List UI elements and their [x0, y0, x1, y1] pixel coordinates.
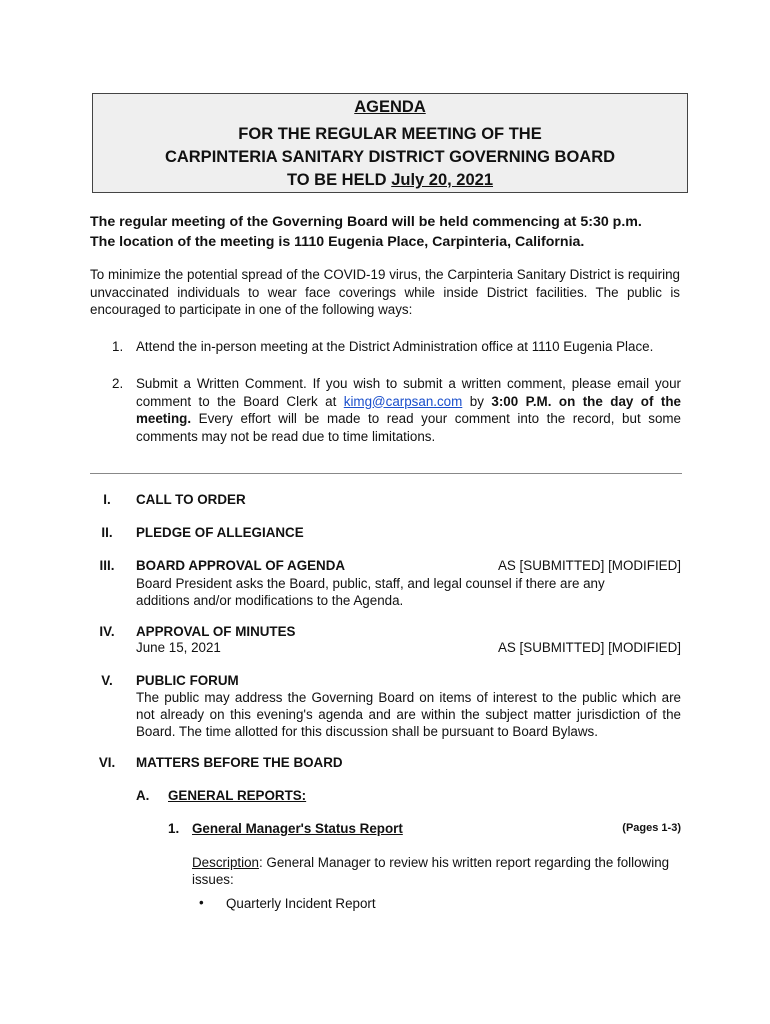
section-5-title: PUBLIC FORUM	[136, 673, 239, 688]
subsection-a-letter: A.	[136, 788, 150, 803]
report-1-number: 1.	[168, 821, 180, 836]
section-2-title: PLEDGE OF ALLEGIANCE	[136, 525, 304, 540]
board-clerk-email-link[interactable]: kimg@carpsan.com	[343, 393, 463, 409]
section-6-title: MATTERS BEFORE THE BOARD	[136, 755, 343, 770]
section-5-number: V.	[101, 673, 113, 688]
section-4-title: APPROVAL OF MINUTES	[136, 624, 296, 639]
way-1-text: Attend the in-person meeting at the District Administration office at 1110 Eugenia Place.	[136, 339, 654, 354]
section-2-number: II.	[101, 525, 113, 540]
bullet-item-quarterly-incident-report: Quarterly Incident Report	[226, 896, 376, 911]
header-date-prefix: TO BE HELD	[286, 171, 392, 189]
covid-paragraph: To minimize the potential spread of the COVID-19 virus, the Carpinteria Sanitary District is requiring unvaccinated individuals to wear face coverings while inside District facilities. The public is encouraged to participate in one of the following ways:	[90, 267, 680, 317]
way-2-text-c: Every effort will be made to read your comment into the record, but some comments may not be read due to time limitations.	[136, 411, 681, 444]
bullet-icon: •	[199, 895, 204, 910]
section-4-status: AS [SUBMITTED] [MODIFIED]	[497, 640, 681, 655]
way-2-text	[136, 375, 681, 445]
way-2-deadline: 3:00 P.M. on the day of the meeting.	[136, 393, 681, 426]
way-1-number: 1.	[112, 339, 124, 354]
section-3-status: AS [SUBMITTED] [MODIFIED]	[497, 558, 681, 573]
report-1-pages: (Pages 1-3)	[622, 822, 681, 834]
description-label: Description	[192, 855, 259, 870]
section-6-number: VI.	[98, 755, 116, 770]
description-text: : General Manager to review his written report regarding the following issues:	[192, 855, 670, 887]
subsection-a-title: GENERAL REPORTS:	[168, 788, 307, 803]
header-line-date	[93, 169, 687, 192]
agenda-title: AGENDA	[354, 98, 426, 116]
section-3-title: BOARD APPROVAL OF AGENDA	[136, 558, 346, 573]
intro-time-line: The regular meeting of the Governing Board will be held commencing at 5:30 p.m.	[90, 214, 642, 230]
way-2-text-a: Submit a Written Comment. If you wish to submit a written comment, please email your comment to the Board Clerk at	[136, 376, 681, 409]
meeting-date: July 20, 2021	[391, 171, 494, 189]
way-2-text-b: by	[462, 393, 492, 409]
intro-location-line: The location of the meeting is 1110 Eugenia Place, Carpinteria, California.	[90, 234, 585, 250]
section-1-number: I.	[103, 492, 111, 507]
way-2-number: 2.	[112, 376, 124, 391]
section-3-number: III.	[99, 558, 115, 573]
section-4-date: June 15, 2021	[136, 640, 221, 655]
report-1-title: General Manager's Status Report	[192, 821, 403, 836]
header-line-board: CARPINTERIA SANITARY DISTRICT GOVERNING BOARD	[164, 148, 616, 166]
section-3-body: Board President asks the Board, public, staff, and legal counsel if there are any additions and/or modifications to the Agenda.	[136, 576, 605, 608]
section-4-number: IV.	[99, 624, 115, 639]
agenda-header-box	[92, 93, 688, 193]
section-5-body: The public may address the Governing Board on items of interest to the public which are not already on this evening's agenda and are within the subject matter jurisdiction of the Board. The time allotted for this discussion shall be pursuant to Board Bylaws.	[136, 690, 681, 739]
report-1-description	[192, 854, 682, 888]
section-divider	[90, 473, 682, 474]
header-line-meeting: FOR THE REGULAR MEETING OF THE	[238, 125, 542, 143]
section-1-title: CALL TO ORDER	[136, 492, 246, 507]
